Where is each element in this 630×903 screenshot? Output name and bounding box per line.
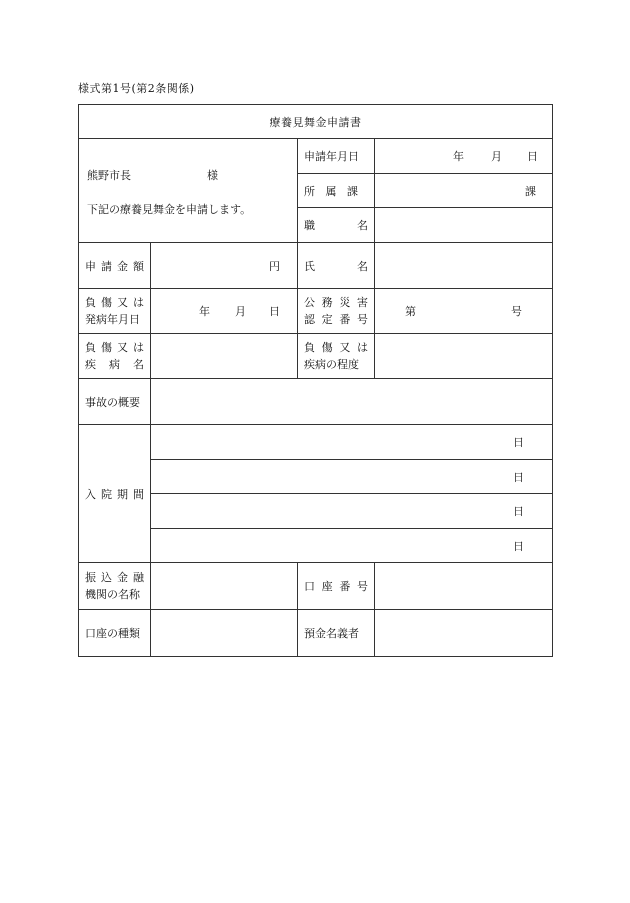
day-unit: 日 — [513, 505, 524, 518]
hospital-period-label: 入 院 期 間 — [79, 425, 151, 563]
disease-name-field[interactable] — [151, 334, 298, 379]
day-unit: 日 — [513, 436, 524, 449]
department-label: 所 属 課 — [298, 174, 375, 208]
injury-date-field[interactable] — [151, 289, 298, 334]
hospital-period-row-2[interactable] — [151, 460, 553, 494]
application-date-label: 申請年月日 — [298, 139, 375, 174]
bank-name-field[interactable] — [151, 563, 298, 610]
account-type-label: 口座の種類 — [79, 610, 151, 657]
disease-degree-label: 負 傷 又 は 疾病の程度 — [298, 334, 375, 379]
bank-name-label: 振 込 金 融 機関の名称 — [79, 563, 151, 610]
account-type-field[interactable] — [151, 610, 298, 657]
hospital-period-row-3[interactable] — [151, 494, 553, 529]
position-field[interactable] — [375, 208, 553, 243]
name-field[interactable] — [375, 243, 553, 289]
addressee: 熊野市長 — [87, 169, 131, 182]
disease-name-label: 負 傷 又 は 疾 病 名 — [79, 334, 151, 379]
month-unit: 月 — [235, 305, 246, 318]
go-unit: 号 — [511, 305, 522, 318]
account-holder-field[interactable] — [375, 610, 553, 657]
ka-unit: 課 — [525, 184, 536, 198]
department-field[interactable] — [375, 174, 553, 208]
yen-unit: 円 — [269, 259, 280, 273]
application-date-field[interactable] — [375, 139, 553, 174]
certification-number-field[interactable] — [375, 289, 553, 334]
hospital-period-row-1[interactable] — [151, 425, 553, 460]
hospital-period-row-4[interactable] — [151, 529, 553, 563]
amount-label: 申 請 金 額 — [79, 243, 151, 289]
form-title: 療養見舞金申請書 — [79, 105, 553, 139]
day-unit: 日 — [527, 150, 538, 163]
form-number-label: 様式第1号(第2条関係) — [78, 82, 195, 95]
year-unit: 年 — [453, 150, 464, 163]
application-form-table — [78, 104, 553, 657]
name-label: 氏 名 — [298, 243, 375, 289]
year-unit: 年 — [199, 305, 210, 318]
accident-summary-label: 事故の概要 — [79, 379, 151, 425]
day-unit: 日 — [513, 539, 524, 553]
day-unit: 日 — [513, 470, 524, 484]
injury-date-label: 負 傷 又 は 発病年月日 — [79, 289, 151, 334]
position-label: 職 名 — [298, 208, 375, 243]
dai-unit: 第 — [405, 305, 416, 318]
certification-number-label: 公 務 災 害 認 定 番 号 — [298, 289, 375, 334]
amount-field[interactable] — [151, 243, 298, 289]
account-number-field[interactable] — [375, 563, 553, 610]
honorific: 様 — [207, 169, 218, 182]
month-unit: 月 — [491, 150, 502, 163]
day-unit: 日 — [269, 305, 280, 318]
account-holder-label: 預金名義者 — [298, 610, 375, 657]
account-number-label: 口 座 番 号 — [298, 563, 375, 610]
statement-text: 下記の療養見舞金を申請します。 — [87, 203, 252, 216]
addressee-block — [79, 139, 298, 243]
disease-degree-field[interactable] — [375, 334, 553, 379]
accident-summary-field[interactable] — [151, 379, 553, 425]
